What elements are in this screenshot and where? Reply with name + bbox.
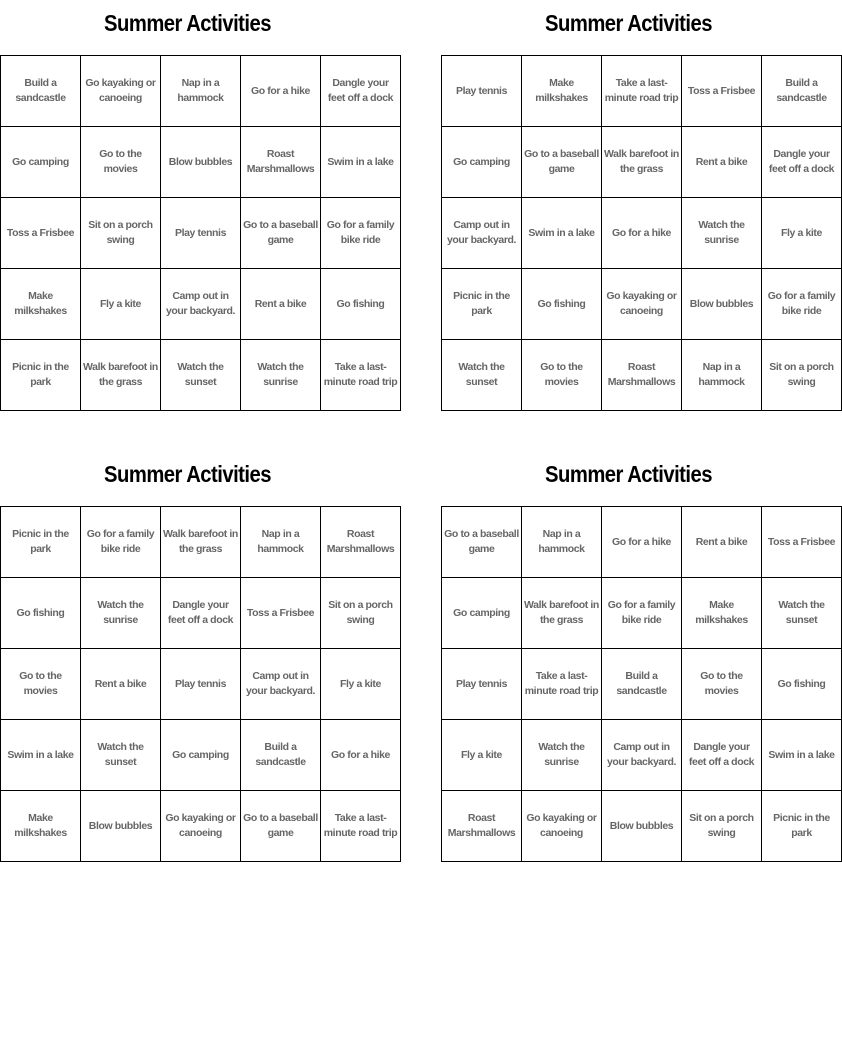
grid-cell: Nap in a hammock [522,507,602,578]
grid-cell: Watch the sunrise [81,578,161,649]
bingo-grid [0,55,401,411]
grid-cell: Roast Marshmallows [602,340,682,411]
card-title: Summer Activities [545,10,712,36]
grid-cell: Go for a hike [602,507,682,578]
card-title: Summer Activities [104,461,271,487]
grid-cell: Play tennis [161,198,241,269]
grid-cell: Watch the sunset [161,340,241,411]
grid-cell: Toss a Frisbee [1,198,81,269]
grid-cell: Sit on a porch swing [321,578,401,649]
grid-cell: Watch the sunset [81,720,161,791]
grid-cell: Go to a baseball game [241,198,321,269]
card-title: Summer Activities [104,10,271,36]
bingo-grid [0,506,401,862]
grid-cell: Walk barefoot in the grass [161,507,241,578]
grid-cell: Picnic in the park [762,791,842,862]
grid-cell: Picnic in the park [1,507,81,578]
grid-cell: Swim in a lake [1,720,81,791]
grid-cell: Go fishing [522,269,602,340]
grid-row [1,791,401,862]
grid-row [442,198,842,269]
grid-cell: Watch the sunrise [682,198,762,269]
grid-row [442,791,842,862]
grid-cell: Go for a family bike ride [762,269,842,340]
grid-row [442,649,842,720]
grid-cell: Go to a baseball game [442,507,522,578]
grid-row [442,507,842,578]
grid-row [1,720,401,791]
grid-cell: Go for a hike [321,720,401,791]
grid-cell: Go to the movies [682,649,762,720]
grid-cell: Rent a bike [682,127,762,198]
grid-cell: Make milkshakes [1,269,81,340]
grid-cell: Make milkshakes [682,578,762,649]
grid-cell: Camp out in your backyard. [442,198,522,269]
grid-cell: Rent a bike [241,269,321,340]
grid-cell: Camp out in your backyard. [161,269,241,340]
grid-cell: Take a last-minute road trip [321,340,401,411]
grid-cell: Sit on a porch swing [682,791,762,862]
grid-cell: Camp out in your backyard. [241,649,321,720]
grid-row [442,578,842,649]
grid-cell: Go kayaking or canoeing [522,791,602,862]
grid-cell: Watch the sunset [442,340,522,411]
grid-cell: Picnic in the park [1,340,81,411]
grid-cell: Go for a family bike ride [81,507,161,578]
bingo-grid [441,506,842,862]
grid-row [442,127,842,198]
grid-cell: Build a sandcastle [602,649,682,720]
grid-cell: Dangle your feet off a dock [321,56,401,127]
grid-cell: Rent a bike [682,507,762,578]
grid-cell: Dangle your feet off a dock [762,127,842,198]
grid-cell: Nap in a hammock [161,56,241,127]
grid-cell: Make milkshakes [522,56,602,127]
grid-cell: Go camping [161,720,241,791]
grid-cell: Swim in a lake [762,720,842,791]
grid-cell: Blow bubbles [81,791,161,862]
grid-cell: Walk barefoot in the grass [522,578,602,649]
grid-row [1,649,401,720]
grid-cell: Go to the movies [1,649,81,720]
grid-cell: Fly a kite [321,649,401,720]
grid-cell: Toss a Frisbee [682,56,762,127]
grid-cell: Play tennis [442,649,522,720]
grid-cell: Dangle your feet off a dock [682,720,762,791]
grid-row [1,56,401,127]
grid-cell: Nap in a hammock [241,507,321,578]
grid-cell: Build a sandcastle [241,720,321,791]
grid-cell: Blow bubbles [161,127,241,198]
grid-cell: Go kayaking or canoeing [81,56,161,127]
grid-cell: Fly a kite [442,720,522,791]
grid-cell: Go for a hike [602,198,682,269]
card-title: Summer Activities [545,461,712,487]
grid-cell: Go kayaking or canoeing [161,791,241,862]
grid-cell: Build a sandcastle [762,56,842,127]
grid-cell: Swim in a lake [522,198,602,269]
grid-cell: Play tennis [161,649,241,720]
grid-cell: Blow bubbles [602,791,682,862]
grid-row [442,56,842,127]
grid-cell: Blow bubbles [682,269,762,340]
grid-cell: Go to the movies [522,340,602,411]
grid-cell: Camp out in your backyard. [602,720,682,791]
grid-cell: Go fishing [1,578,81,649]
grid-cell: Fly a kite [81,269,161,340]
grid-cell: Walk barefoot in the grass [602,127,682,198]
grid-row [1,578,401,649]
grid-cell: Go kayaking or canoeing [602,269,682,340]
grid-cell: Go for a hike [241,56,321,127]
grid-cell: Watch the sunset [762,578,842,649]
grid-row [1,127,401,198]
grid-cell: Fly a kite [762,198,842,269]
grid-cell: Go camping [442,578,522,649]
grid-cell: Rent a bike [81,649,161,720]
grid-cell: Play tennis [442,56,522,127]
grid-cell: Roast Marshmallows [442,791,522,862]
grid-cell: Roast Marshmallows [241,127,321,198]
grid-cell: Toss a Frisbee [762,507,842,578]
grid-cell: Picnic in the park [442,269,522,340]
grid-row [1,340,401,411]
grid-cell: Go to a baseball game [241,791,321,862]
grid-cell: Nap in a hammock [682,340,762,411]
grid-cell: Take a last-minute road trip [602,56,682,127]
grid-cell: Go fishing [762,649,842,720]
grid-cell: Watch the sunrise [522,720,602,791]
grid-row [442,269,842,340]
grid-row [442,340,842,411]
grid-row [1,507,401,578]
grid-cell: Dangle your feet off a dock [161,578,241,649]
grid-cell: Sit on a porch swing [762,340,842,411]
grid-cell: Watch the sunrise [241,340,321,411]
grid-cell: Go camping [442,127,522,198]
grid-cell: Go to a baseball game [522,127,602,198]
grid-row [442,720,842,791]
grid-cell: Go to the movies [81,127,161,198]
grid-cell: Go fishing [321,269,401,340]
grid-cell: Take a last-minute road trip [321,791,401,862]
grid-cell: Walk barefoot in the grass [81,340,161,411]
grid-cell: Roast Marshmallows [321,507,401,578]
grid-cell: Go camping [1,127,81,198]
grid-row [1,198,401,269]
bingo-grid [441,55,842,411]
grid-cell: Go for a family bike ride [321,198,401,269]
grid-cell: Take a last-minute road trip [522,649,602,720]
grid-row [1,269,401,340]
grid-cell: Go for a family bike ride [602,578,682,649]
grid-cell: Swim in a lake [321,127,401,198]
grid-cell: Build a sandcastle [1,56,81,127]
grid-cell: Toss a Frisbee [241,578,321,649]
grid-cell: Make milkshakes [1,791,81,862]
grid-cell: Sit on a porch swing [81,198,161,269]
